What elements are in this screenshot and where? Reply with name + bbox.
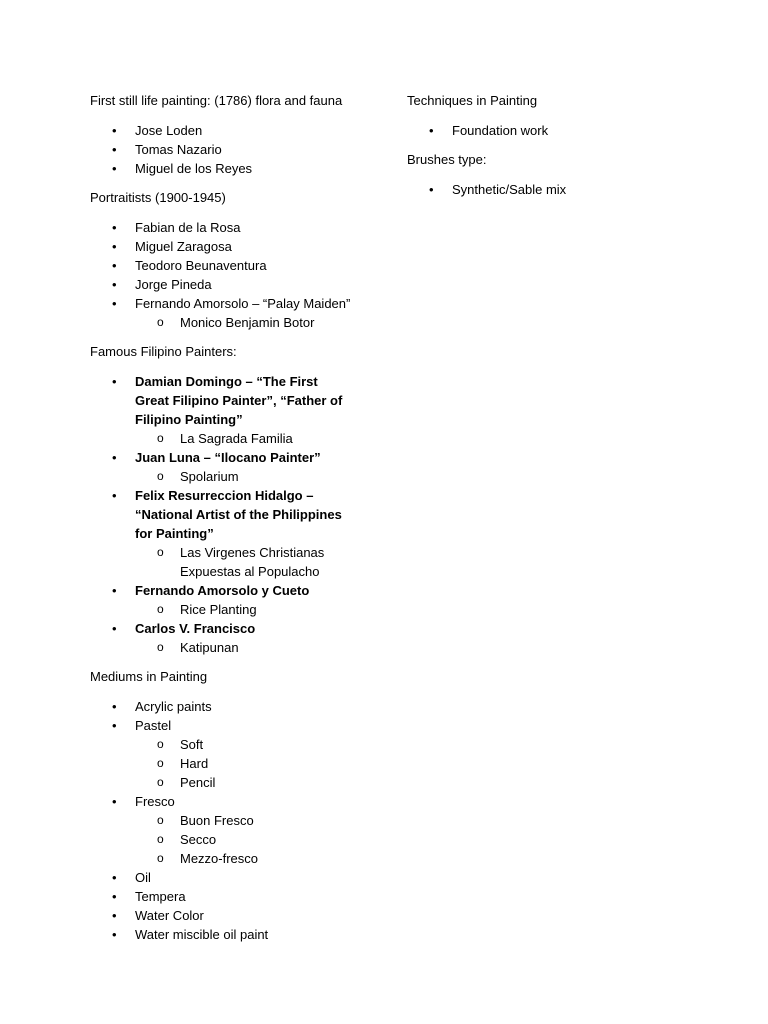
sub-list-item: o Hard xyxy=(157,756,209,771)
still-life-heading: First still life painting: (1786) flora and fauna xyxy=(90,93,343,108)
painter-name: Juan Luna – “Ilocano Painter” xyxy=(135,450,321,465)
list-item: • Fernando Amorsolo – “Palay Maiden” o Monico Benjamin Botor xyxy=(90,294,390,332)
sub-list xyxy=(135,600,390,619)
sub-list xyxy=(135,735,390,792)
circle-bullet-icon: o xyxy=(157,851,164,865)
bullet-icon: • xyxy=(429,182,434,197)
list-item: • Jose Loden xyxy=(112,123,203,138)
bullet-icon: • xyxy=(112,927,117,942)
bullet-icon: • xyxy=(112,142,117,157)
list-item: • Teodoro Beunaventura xyxy=(112,258,267,273)
list-item xyxy=(90,619,390,657)
circle-bullet-icon: o xyxy=(157,640,164,654)
portraitists-heading: Portraitists (1900-1945) xyxy=(90,190,226,205)
bullet-icon: • xyxy=(112,450,117,465)
sub-list xyxy=(135,313,390,332)
circle-bullet-icon: o xyxy=(157,756,164,770)
sub-list-item: o La Sagrada Familia xyxy=(157,431,293,446)
list-item: • Foundation work xyxy=(429,123,549,138)
painter-name: Felix Resurreccion Hidalgo – “National Artist of the Philippines for Painting” xyxy=(135,488,342,541)
bullet-icon: • xyxy=(112,239,117,254)
list-item: • Tempera xyxy=(112,889,186,904)
bullet-icon: • xyxy=(112,699,117,714)
circle-bullet-icon: o xyxy=(157,775,164,789)
list-item: • Pastel o Soft o Hard o Pencil xyxy=(90,716,390,792)
bullet-icon: • xyxy=(112,889,117,904)
list-item xyxy=(90,581,390,619)
sub-list-item: o Rice Planting xyxy=(157,602,257,617)
list-item: • Fresco o Buon Fresco o Secco o Mezzo-fresco xyxy=(90,792,390,868)
still-life-list xyxy=(90,121,390,178)
bullet-icon: • xyxy=(429,123,434,138)
sub-list xyxy=(135,543,390,581)
portraitists-list xyxy=(90,218,390,332)
mediums-list xyxy=(90,697,390,944)
circle-bullet-icon: o xyxy=(157,431,164,445)
list-item xyxy=(90,486,390,581)
sub-list-item: o Pencil xyxy=(157,775,216,790)
list-item: • Fabian de la Rosa xyxy=(112,220,241,235)
bullet-icon: • xyxy=(112,794,117,809)
bullet-icon: • xyxy=(112,718,117,733)
sub-list xyxy=(135,429,390,448)
sub-list-item: o Mezzo-fresco xyxy=(157,851,259,866)
list-item: • Jorge Pineda xyxy=(112,277,212,292)
famous-painters-list xyxy=(90,372,390,657)
sub-list-item: o Secco xyxy=(157,832,217,847)
sub-list-item: o Las Virgenes Christianas Expuestas al Populacho xyxy=(157,545,325,579)
famous-painters-heading: Famous Filipino Painters: xyxy=(90,344,237,359)
bullet-icon: • xyxy=(112,870,117,885)
list-item: • Synthetic/Sable mix xyxy=(429,182,567,197)
bullet-icon: • xyxy=(112,123,117,138)
circle-bullet-icon: o xyxy=(157,545,164,559)
bullet-icon: • xyxy=(112,296,117,311)
bullet-icon: • xyxy=(112,583,117,598)
mediums-heading: Mediums in Painting xyxy=(90,669,208,684)
bullet-icon: • xyxy=(112,277,117,292)
sub-list-item: o Soft xyxy=(157,737,204,752)
list-item xyxy=(90,372,390,448)
painter-name: Damian Domingo – “The First Great Filipino Painter”, “Father of Filipino Painting” xyxy=(135,374,343,427)
sub-list-item: o Buon Fresco xyxy=(157,813,254,828)
brushes-heading: Brushes type: xyxy=(407,152,487,167)
sub-list-item: o Katipunan xyxy=(157,640,239,655)
list-item: • Oil xyxy=(112,870,151,885)
sub-list xyxy=(135,638,390,657)
list-item: • Water miscible oil paint xyxy=(112,927,269,942)
painter-name: Fernando Amorsolo y Cueto xyxy=(135,583,310,598)
sub-list-item: o Monico Benjamin Botor xyxy=(157,315,315,330)
circle-bullet-icon: o xyxy=(157,737,164,751)
left-column xyxy=(90,91,390,954)
circle-bullet-icon: o xyxy=(157,469,164,483)
list-item: • Acrylic paints xyxy=(112,699,212,714)
bullet-icon: • xyxy=(112,161,117,176)
bullet-icon: • xyxy=(112,220,117,235)
sub-list-item: o Spolarium xyxy=(157,469,239,484)
bullet-icon: • xyxy=(112,621,117,636)
right-column xyxy=(407,91,707,209)
list-item: • Tomas Nazario xyxy=(112,142,222,157)
bullet-icon: • xyxy=(112,374,117,389)
techniques-heading: Techniques in Painting xyxy=(407,93,538,108)
brushes-list xyxy=(407,180,707,199)
painter-name: Carlos V. Francisco xyxy=(135,621,256,636)
list-item: • Miguel de los Reyes xyxy=(112,161,253,176)
techniques-list xyxy=(407,121,707,140)
circle-bullet-icon: o xyxy=(157,813,164,827)
bullet-icon: • xyxy=(112,488,117,503)
list-item: • Water Color xyxy=(112,908,204,923)
sub-list xyxy=(135,811,390,868)
list-item xyxy=(90,448,390,486)
bullet-icon: • xyxy=(112,258,117,273)
sub-list xyxy=(135,467,390,486)
list-item: • Miguel Zaragosa xyxy=(112,239,232,254)
circle-bullet-icon: o xyxy=(157,315,164,329)
circle-bullet-icon: o xyxy=(157,602,164,616)
circle-bullet-icon: o xyxy=(157,832,164,846)
bullet-icon: • xyxy=(112,908,117,923)
